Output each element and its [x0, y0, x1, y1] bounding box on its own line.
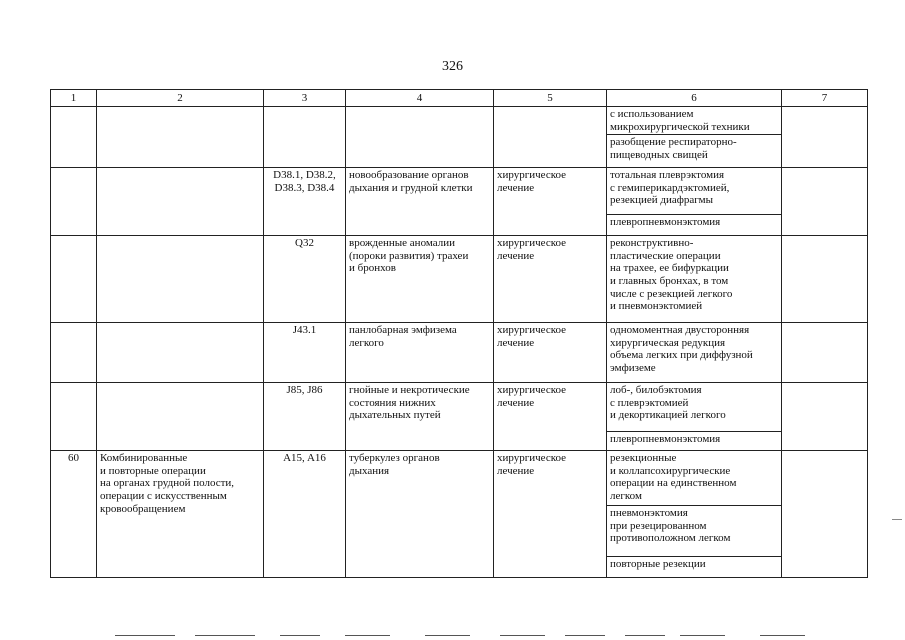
table-row — [51, 323, 868, 383]
table-cell-col4: новообразование органов дыхания и грудной клетки — [346, 168, 494, 236]
procedure-item: разобщение респираторно- пищеводных свищей — [607, 134, 781, 167]
table-cell-col7 — [782, 236, 868, 323]
table-cell-col6 — [607, 323, 782, 383]
table-cell-col7 — [782, 107, 868, 168]
table-cell-col5: хирургическое лечение — [494, 168, 607, 236]
column-header-6: 6 — [607, 90, 782, 107]
procedure-item: реконструктивно- пластические операции на трахее, ее бифуркации и главных бронхах, в том числе с резекцией легкого и пневмонэктомией — [610, 237, 733, 313]
table-cell-col5: хирургическое лечение — [494, 383, 607, 451]
table-cell-col5 — [494, 107, 607, 168]
procedure-item: пневмонэктомия при резецированном противоположном легком — [607, 505, 781, 556]
table-row — [51, 236, 868, 323]
column-header-5: 5 — [494, 90, 607, 107]
table-cell-col6 — [607, 236, 782, 323]
table-row — [51, 451, 868, 578]
table-cell-col5: хирургическое лечение — [494, 236, 607, 323]
procedure-item: плевропневмонэктомия — [607, 214, 781, 235]
procedure-item: с использованием микрохирургической техники — [610, 108, 750, 133]
table-row — [51, 383, 868, 451]
table-cell-col1: 60 — [51, 451, 97, 578]
table-cell-col7 — [782, 383, 868, 451]
procedure-item: лоб-, билобэктомия с плеврэктомией и декортикацией легкого — [610, 384, 726, 422]
table-cell-col1 — [51, 107, 97, 168]
procedure-item: одномоментная двусторонняя хирургическая редукция объема легких при диффузной эмфиземе — [610, 324, 753, 374]
table-cell-col1 — [51, 323, 97, 383]
table-cell-col4: панлобарная эмфизема легкого — [346, 323, 494, 383]
table-row — [51, 168, 868, 236]
table-cell-col4: врожденные аномалии (пороки развития) трахеи и бронхов — [346, 236, 494, 323]
table-cell-col6 — [607, 451, 782, 578]
table-cell-col5: хирургическое лечение — [494, 451, 607, 578]
table-cell-col7 — [782, 168, 868, 236]
procedure-item: тотальная плеврэктомия с гемиперикардэктомией, резекцией диафрагмы — [610, 169, 730, 207]
table-cell-col4 — [346, 107, 494, 168]
table-cell-col3: J85, J86 — [264, 383, 346, 451]
table-cell-col4: гнойные и некротические состояния нижних дыхательных путей — [346, 383, 494, 451]
column-header-7: 7 — [782, 90, 868, 107]
procedure-item: резекционные и коллапсохирургические операции на единственном легком — [610, 452, 737, 502]
table-cell-col2 — [97, 236, 264, 323]
table-row — [51, 107, 868, 168]
table-cell-col7 — [782, 451, 868, 578]
table-cell-col1 — [51, 383, 97, 451]
table-cell-col3: A15, A16 — [264, 451, 346, 578]
column-header-3: 3 — [264, 90, 346, 107]
table-body — [51, 107, 868, 578]
table-cell-col2 — [97, 323, 264, 383]
scan-bottom-edge — [0, 635, 905, 637]
procedure-item: повторные резекции — [607, 556, 781, 577]
table-cell-col2 — [97, 168, 264, 236]
table-cell-col3: J43.1 — [264, 323, 346, 383]
column-header-4: 4 — [346, 90, 494, 107]
table-cell-col2 — [97, 383, 264, 451]
column-header-2: 2 — [97, 90, 264, 107]
table-cell-col1 — [51, 236, 97, 323]
medical-procedures-table — [50, 89, 868, 578]
procedure-item: плевропневмонэктомия — [607, 431, 781, 450]
table-cell-col3: Q32 — [264, 236, 346, 323]
table-cell-col6 — [607, 168, 782, 236]
table-cell-col3 — [264, 107, 346, 168]
table-cell-col4: туберкулез органов дыхания — [346, 451, 494, 578]
table-cell-col1 — [51, 168, 97, 236]
column-header-1: 1 — [51, 90, 97, 107]
table-cell-col2: Комбинированные и повторные операции на органах грудной полости, операции с искусственным кровообращением — [97, 451, 264, 578]
table-cell-col6 — [607, 107, 782, 168]
table-cell-col5: хирургическое лечение — [494, 323, 607, 383]
page-number: 326 — [442, 59, 463, 74]
table-cell-col6 — [607, 383, 782, 451]
table-cell-col2 — [97, 107, 264, 168]
header-row — [51, 90, 868, 107]
scan-side-mark — [892, 519, 902, 520]
table-cell-col3: D38.1, D38.2, D38.3, D38.4 — [264, 168, 346, 236]
table-cell-col7 — [782, 323, 868, 383]
